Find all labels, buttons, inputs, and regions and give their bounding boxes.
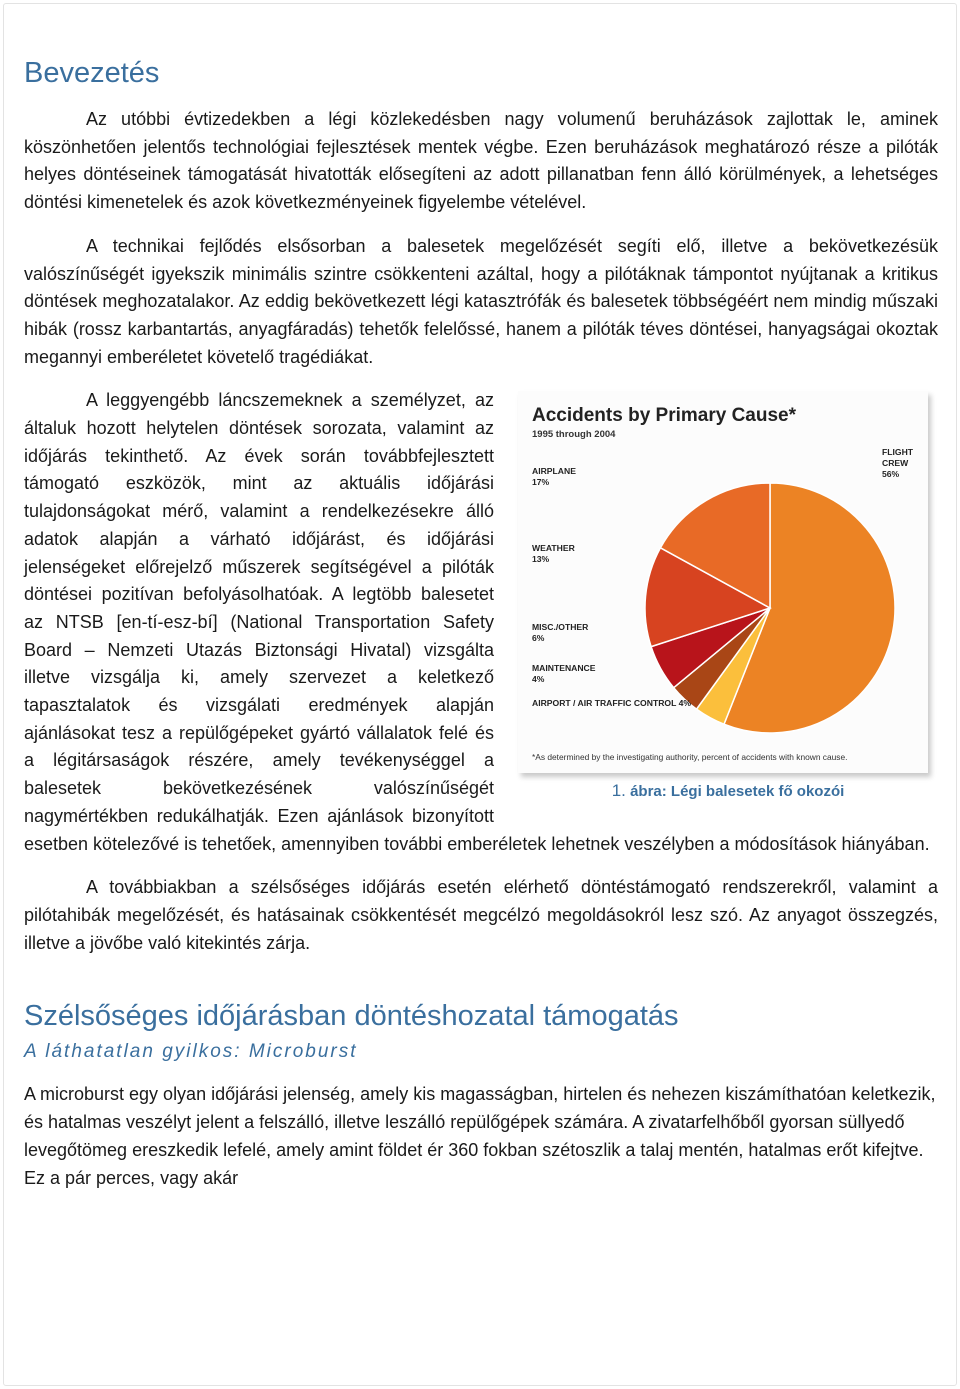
paragraph-4: A továbbiakban a szélsőséges időjárás esetén elérhető döntéstámogató rendszerekről, valamint a pilótahibák megelőzését, és hatásainak csökkentését megcélzó megoldásokról lesz szó. Az anyagot összegzés, illetve a jövőbe való kitekintés zárja. xyxy=(24,877,938,953)
caption-text: ábra: Légi balesetek fő okozói xyxy=(630,783,845,801)
pie-label: FLIGHT CREW 56% xyxy=(882,447,914,480)
section-2 xyxy=(24,999,938,1192)
page-content xyxy=(24,56,938,1192)
chart-subtitle: 1995 through 2004 xyxy=(532,429,616,441)
paragraph-1: Az utóbbi évtizedekben a légi közlekedésben nagy volumenű beruházások zajlottak le, aminek köszönhetően jelentős technológiai fejlesztések mentek végbe. Ezen beruházások meghatározó része a pilóták helyes döntéseinek támogatását hivatották elősegíteni az adott pillanatban fenn álló körülmények, a lehetséges döntési kimenetelek és azok következményeinek figyelembe vételével. xyxy=(24,109,938,213)
subsection-heading-microburst: A láthatatlan gyilkos: Microburst xyxy=(24,1041,358,1063)
pie-chart-svg xyxy=(518,391,928,773)
pie-slices xyxy=(645,483,895,733)
caption-number: 1. xyxy=(611,781,626,801)
chart-title: Accidents by Primary Cause* xyxy=(532,405,797,427)
paragraph-3: A leggyengébb láncszemeknek a személyzet, az általuk hozott helytelen döntések sorozata, valamint az időjárás tekinthető. Az évek során továbbfejlesztett támogató eszközök, mint az aktuális időjárási tulajdonságokat mérő, valamint a rendelkezésekre álló adatok alapján a várható időjárást, és időjárási jelenségeket előrejelző műszerek segítségével a pilóták döntései pozitívan befolyásolhatóak. A legtöbb balesetet az NTSB [en-tí-esz-bí] (National Transportation Safety Board – Nemzeti Utazás Biztonsági Hivatal) vizsgálta illetve vizsgálja ki, amely szervezet a keletkező tapasztalatok és vizsgálati eredmények alapján ajánlásokat tesz a repülőgépeket gyártó vállalatok felé és a légitársaságok részére, amely tevékenységgel a balesetek bekövetkezésének valószínűségét nagymértékben redukálhatják. Ezen ajánlások bizonyított esetben kötelezővé is tehetőek, amennyiben további emberéletek lehetnek veszélyben a módosítások hiányában. xyxy=(24,390,930,854)
figure-accidents xyxy=(518,387,938,802)
paragraph-2: A technikai fejlődés elsősorban a balesetek megelőzését segíti elő, illetve a bekövetkezésük valószínűségét igyekszik minimális szintre csökkenteni azáltal, hogy a pilótáknak támpontot nyújtanak a kritikus döntések meghozatalakor. Az eddig bekövetkezett légi katasztrófák és balesetek többségéért nem mindig műszaki hibák (rossz karbantartás, anyagfáradás) tehetők felelőssé, hanem a pilóták téves döntései, hanyagságai okoztak megannyi emberéletet követelő tragédiákat. xyxy=(24,235,938,367)
pie-label: AIRPLANE 17% xyxy=(532,466,576,488)
pie-label: MISC./OTHER 6% xyxy=(532,622,589,644)
section-heading-bevezetes: Bevezetés xyxy=(24,57,160,89)
figure-caption xyxy=(518,781,938,802)
chart-footnote: *As determined by the investigating authority, percent of accidents with known cause. xyxy=(532,752,848,763)
paragraph-microburst: A microburst egy olyan időjárási jelenség, amely kis magasságban, hirtelen és nehezen kiszámíthatóan keletkezik, és hatalmas veszélyt jelent a felszálló, illetve leszálló repülőgépek számára. A zivatarfelhőből gyorsan süllyedő levegőtömeg ereszkedik lefelé, amely amint földet ér 360 fokban szétoszlik a talaj mentén, hatalmas erőt kifejtve. Ez a pár perces, vagy akár xyxy=(24,1084,936,1188)
section-heading-weather: Szélsőséges időjárásban döntéshozatal támogatás xyxy=(24,1000,679,1033)
pie-chart xyxy=(518,391,928,773)
pie-label: WEATHER 13% xyxy=(532,543,575,565)
pie-label: MAINTENANCE 4% xyxy=(532,663,596,685)
pie-label: AIRPORT / AIR TRAFFIC CONTROL 4% xyxy=(532,698,691,709)
